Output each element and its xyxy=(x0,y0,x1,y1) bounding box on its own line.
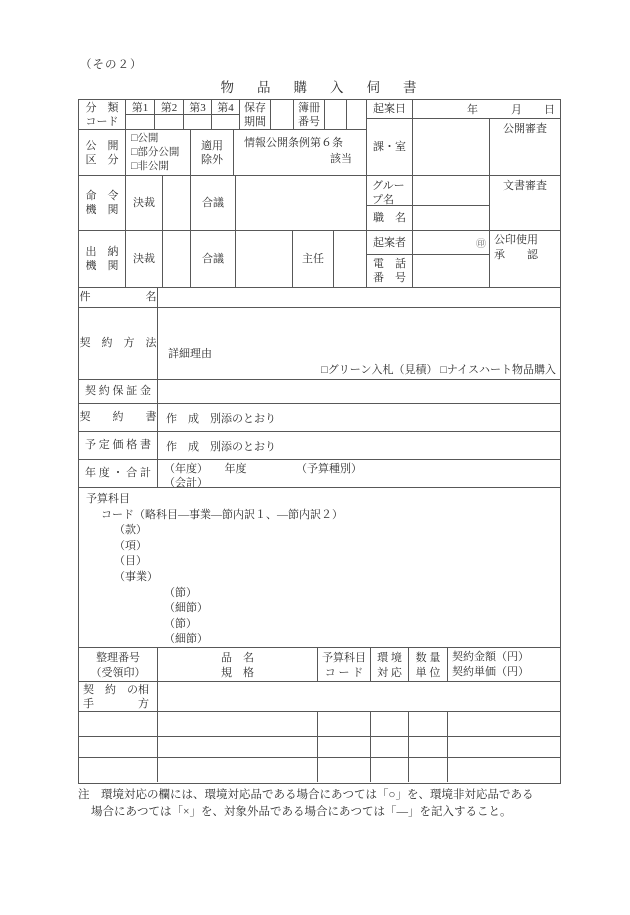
item-row-2 xyxy=(79,737,560,758)
serial-number-header: 整理番号 （受領印） xyxy=(79,648,158,681)
approval-header-band xyxy=(79,100,560,288)
quantity-unit-header: 数 量 単 位 xyxy=(409,648,448,681)
class-col-4: 第4 xyxy=(212,100,240,129)
planned-price-value: 作 成 別添のとおり xyxy=(166,440,276,453)
spare-entry xyxy=(347,100,366,129)
contract-method-label: 契 約 方 法 xyxy=(79,308,158,379)
group-name-label: グルー プ名 xyxy=(367,176,412,206)
header-right-region xyxy=(367,100,560,287)
class-entry-1 xyxy=(126,115,154,129)
drafter-entries xyxy=(413,231,490,287)
detail-reason-label: 詳細理由 xyxy=(168,348,212,360)
disclosure-review-cell: 公開審査 xyxy=(503,123,547,135)
consultation-entry-2 xyxy=(236,231,293,287)
section-row xyxy=(367,119,560,176)
group-name-entry xyxy=(413,176,489,206)
group-post-row xyxy=(367,176,560,231)
group-post-labels xyxy=(367,176,413,230)
header-left-region xyxy=(79,100,367,287)
subject-label: 件 名 xyxy=(79,288,158,307)
approval-entry xyxy=(163,176,191,230)
group-post-entries xyxy=(413,176,490,230)
contract-party-row xyxy=(79,682,560,712)
checkbox-partial: □部分公開 xyxy=(131,147,180,158)
amount-header: 契約金額（円） 契約単価（円） xyxy=(452,651,529,678)
approval-label: 決裁 xyxy=(126,176,163,230)
post-name-label: 職 名 xyxy=(373,212,406,224)
class-entry-3 xyxy=(184,115,211,129)
checkbox-nonpublic: □非公開 xyxy=(131,161,169,172)
items-header-row xyxy=(79,648,560,682)
class-entry-4 xyxy=(212,115,239,129)
planned-price-label: 予 定 価 格 書 xyxy=(79,432,158,459)
exemption-label: 適用 除外 xyxy=(191,130,234,175)
approval-entry-2 xyxy=(163,231,191,287)
official-seal-approval-cell: 公印使用 承 認 xyxy=(494,234,538,261)
drafter-row xyxy=(367,231,560,287)
classification-code-label: 分 類 コード xyxy=(79,100,126,129)
item-name-spec-header: 品 名 規 格 xyxy=(158,648,318,681)
contract-deposit-entry xyxy=(158,380,560,403)
consultation-label-2: 合議 xyxy=(191,231,236,287)
phone-label: 電 話 番 号 xyxy=(373,258,406,284)
contract-document-row xyxy=(79,404,560,432)
approval-label-2: 決裁 xyxy=(126,231,163,287)
subject-row xyxy=(79,288,560,308)
budget-account-cell: 予算科目 コード（略科目―事業―節内訳１、―節内訳２） （款） （項） （目） （事業） （節） （細節） （節） （細節） xyxy=(79,488,560,648)
budget-code-line: コード（略科目―事業―節内訳１、―節内訳２） xyxy=(101,508,343,521)
ordering-authority-label: 命 令 機 関 xyxy=(79,176,126,230)
fiscal-year-total-label: 年 度 ・ 合 計 xyxy=(79,460,158,487)
drafter-labels xyxy=(367,231,413,287)
page-part-note: （その２） xyxy=(80,59,143,71)
item-row-3 xyxy=(79,758,560,782)
item-row-1 xyxy=(79,712,560,737)
contract-deposit-label: 契 約 保 証 金 xyxy=(79,380,158,403)
seal-mark-icon: ㊞ xyxy=(476,239,486,250)
contract-document-value: 作 成 別添のとおり xyxy=(166,412,276,425)
contract-method-checkboxes: □グリーン入札（見積） □ナイスハート物品購入 xyxy=(321,364,556,376)
ordinance-cell: 情報公開条例第６条 該当 xyxy=(244,137,352,165)
retention-period-label: 保存 期間 xyxy=(240,100,271,129)
eco-compliance-header: 環 境 対 応 xyxy=(371,648,409,681)
contract-deposit-row xyxy=(79,380,560,404)
section-office-entry xyxy=(413,119,490,175)
disclosure-label: 公 開 区 分 xyxy=(79,130,126,175)
draft-date-value: 年 月 日 xyxy=(467,104,555,116)
class-entry-2 xyxy=(155,115,183,129)
drafter-entry xyxy=(413,231,489,255)
planned-price-row xyxy=(79,432,560,460)
ordering-authority-row xyxy=(79,176,366,231)
section-office-label: 課・室 xyxy=(367,119,413,175)
drafter-label: 起案者 xyxy=(367,231,412,255)
document-review-cell: 文書審査 xyxy=(503,180,547,192)
disbursing-authority-label: 出 納 機 関 xyxy=(79,231,126,287)
class-col-2: 第2 xyxy=(155,100,184,129)
chief-label: 主任 xyxy=(293,231,334,287)
class-col-1: 第1 xyxy=(126,100,155,129)
disclosure-row xyxy=(79,130,366,176)
checkbox-public: □公開 xyxy=(131,133,159,144)
fiscal-year-total-cell: （年度） 年度 （予算種別） （会計） xyxy=(164,463,362,487)
footnote-line-1: 注 環境対応の欄には、環境対応品である場合にあつては「○」を、環境非対応品である xyxy=(78,789,534,801)
phone-entry xyxy=(413,255,489,287)
budget-code-header: 予算科目 コ ー ド xyxy=(318,648,371,681)
chief-entry xyxy=(334,231,366,287)
post-name-entry xyxy=(413,206,489,230)
consultation-entry xyxy=(236,176,366,230)
book-number-entry xyxy=(325,100,347,129)
footnote xyxy=(78,787,578,820)
subject-entry xyxy=(158,288,560,307)
contract-method-row xyxy=(79,308,560,380)
disbursing-authority-row xyxy=(79,231,366,287)
draft-date-row xyxy=(367,100,560,119)
consultation-label: 合議 xyxy=(191,176,236,230)
class-col-3: 第3 xyxy=(184,100,212,129)
draft-date-label: 起案日 xyxy=(367,100,413,118)
budget-account-title: 予算科目 xyxy=(86,493,130,505)
classification-row xyxy=(79,100,366,130)
disclosure-options xyxy=(126,130,191,175)
contract-method-cell xyxy=(158,308,560,379)
contract-document-label: 契 約 書 xyxy=(79,404,158,431)
goods-purchase-request-form xyxy=(78,99,561,784)
fiscal-year-total-row xyxy=(79,460,560,488)
retention-period-entry xyxy=(271,100,294,129)
contract-party-entry xyxy=(158,682,560,711)
contract-party-label: 契 約 の相 手 方 xyxy=(79,682,158,711)
book-number-label: 簿冊 番号 xyxy=(294,100,325,129)
form-title: 物品購入伺書 xyxy=(220,80,440,95)
footnote-line-2: 場合にあつては「×」を、対象外品である場合にあつては「―」を記入すること。 xyxy=(91,805,512,818)
